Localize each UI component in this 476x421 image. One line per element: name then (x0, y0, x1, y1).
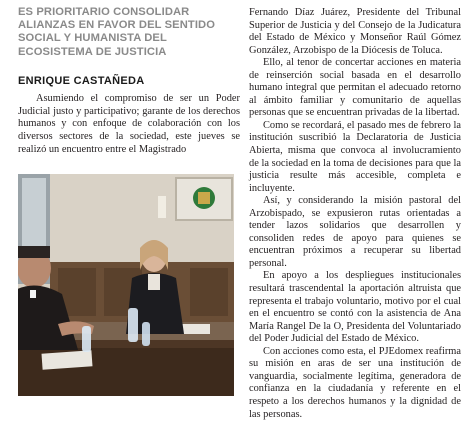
headline-line: ECOSISTEMA DE JUSTICIA (18, 45, 167, 58)
author-byline: ENRIQUE CASTAÑEDA (18, 74, 145, 87)
headline-line: ALIANZAS EN FAVOR DEL SENTIDO (18, 19, 216, 32)
body-paragraph: Como se recordará, el pasado mes de febrero la institución suscribió la Declaratoria de Justicia Abierta, misma que convoca al involucramiento de la sociedad en la toma de decisiones para que la justicia resulte más accesible, completa e incluyente. (249, 119, 461, 194)
right-column (249, 7, 461, 421)
body-paragraph: En apoyo a los despliegues institucionales resultará trascendental la aportación altruista que representa el trabajo voluntario, motivo por el cual en el encuentro se contó con la asistencia de Ana María Rangel De la O, Presidenta del Voluntariado del Poder Judicial del Estado de México. (249, 270, 461, 345)
headline-line: ES PRIORITARIO CONSOLIDAR (18, 6, 190, 18)
body-paragraph: Ello, al tenor de concertar acciones en materia de reinserción social basada en el desarrollo humano integral que permitan el adecuado retorno al ámbito familiar y comunitario de aquellas personas que se encuentran privadas de la libertad. (249, 57, 461, 119)
headline-line: SOCIAL Y HUMANISTA DEL (18, 32, 167, 45)
body-paragraph: Con acciones como esta, el PJEdomex reafirma su misión en aras de ser una institución de vanguardia, socialmente legítima, generadora de confianza en la ciudadanía y referente en el respeto a los derechos humanos y la dignidad de las personas. (249, 345, 461, 420)
body-paragraph: Asumiendo el compromiso de ser un Poder Judicial justo y participativo; garante de los derechos humanos y con enfoque de colaboración con los diversos sectores de la sociedad, este jueves se realizó un encuentro entre el Magistrado (18, 92, 240, 155)
article-headline (18, 6, 240, 59)
body-paragraph: Así, y considerando la misión pastoral del Arzobispado, se expusieron rutas orientadas a tender lazos solidarios que desarrollen y consoliden redes de apoyo para quienes se encuentran próximos a recuperar su libertad personal. (249, 195, 461, 269)
body-paragraph: Fernando Díaz Juárez, Presidente del Tribunal Superior de Justicia y del Consejo de la Judicatura del Estado de México y Monseñor Raúl Gómez González, Arzobispo de la Diócesis de Toluca. (249, 7, 461, 56)
left-column (18, 6, 240, 156)
meeting-photo (18, 174, 234, 396)
